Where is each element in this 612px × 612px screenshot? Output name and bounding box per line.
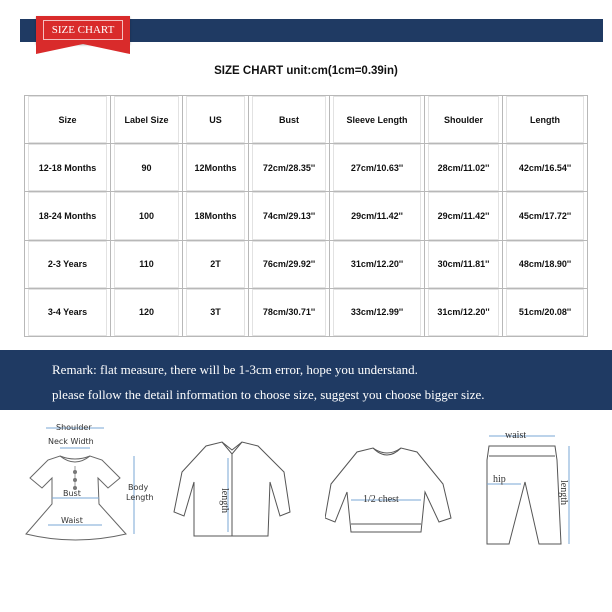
remark-banner [0, 350, 612, 410]
table-cell: 42cm/16.54'' [503, 144, 588, 192]
table-cell: 72cm/28.35'' [249, 144, 330, 192]
table-row [25, 288, 588, 336]
size-chart-badge [36, 16, 130, 44]
table-cell: 29cm/11.42'' [330, 192, 425, 240]
pants-waist-label: waist [505, 430, 527, 441]
dress-shoulder-label: Shoulder [56, 423, 92, 432]
header-cell: Shoulder [425, 96, 503, 144]
pants-diagram [475, 426, 585, 556]
table-cell: 3T [183, 288, 249, 336]
table-cell: 28cm/11.02'' [425, 144, 503, 192]
table-cell: 2-3 Years [25, 240, 111, 288]
table-cell: 2T [183, 240, 249, 288]
table-cell: 31cm/12.20'' [425, 288, 503, 336]
badge-label: SIZE CHART [43, 20, 124, 40]
table-header-row [25, 96, 588, 144]
table-cell: 30cm/11.81'' [425, 240, 503, 288]
table-cell: 12Months [183, 144, 249, 192]
table-cell: 51cm/20.08'' [503, 288, 588, 336]
dress-bust-label: Bust [63, 489, 81, 498]
table-row [25, 144, 588, 192]
table-cell: 78cm/30.71'' [249, 288, 330, 336]
table-cell: 33cm/12.99'' [330, 288, 425, 336]
dress-diagram [0, 412, 165, 557]
sweater-diagram [325, 440, 455, 540]
dress-body-label: Body [128, 483, 149, 492]
table-cell: 45cm/17.72'' [503, 192, 588, 240]
header-cell: Bust [249, 96, 330, 144]
table-cell: 18Months [183, 192, 249, 240]
table-cell: 18-24 Months [25, 192, 111, 240]
measurement-diagrams [0, 412, 612, 612]
table-cell: 100 [111, 192, 183, 240]
header-cell: Length [503, 96, 588, 144]
dress-length-label: Length [126, 493, 154, 502]
table-cell: 3-4 Years [25, 288, 111, 336]
table-cell: 12-18 Months [25, 144, 111, 192]
table-cell: 31cm/12.20'' [330, 240, 425, 288]
table-cell: 90 [111, 144, 183, 192]
header-cell: Sleeve Length [330, 96, 425, 144]
table-row [25, 240, 588, 288]
remark-line-1: Remark: flat measure, there will be 1-3cm error, hope you understand. [52, 362, 418, 377]
table-cell: 48cm/18.90'' [503, 240, 588, 288]
pants-length-label: length [558, 480, 569, 505]
shirt-diagram [172, 432, 307, 547]
header-cell: US [183, 96, 249, 144]
header-cell: Size [25, 96, 111, 144]
table-row [25, 192, 588, 240]
table-cell: 76cm/29.92'' [249, 240, 330, 288]
shirt-length-label: length [219, 488, 230, 513]
header-cell: Label Size [111, 96, 183, 144]
table-cell: 27cm/10.63'' [330, 144, 425, 192]
sweater-chest-label: 1/2 chest [363, 494, 399, 505]
remark-line-2: please follow the detail information to choose size, suggest you choose bigger size. [52, 387, 485, 402]
chart-title: SIZE CHART unit:cm(1cm=0.39in) [214, 65, 398, 77]
pants-hip-label: hip [493, 474, 506, 485]
table-cell: 29cm/11.42'' [425, 192, 503, 240]
table-cell: 110 [111, 240, 183, 288]
table-cell: 120 [111, 288, 183, 336]
table-cell: 74cm/29.13'' [249, 192, 330, 240]
dress-waist-label: Waist [61, 516, 83, 525]
dress-neck-label: Neck Width [48, 437, 94, 446]
size-table [24, 95, 588, 337]
